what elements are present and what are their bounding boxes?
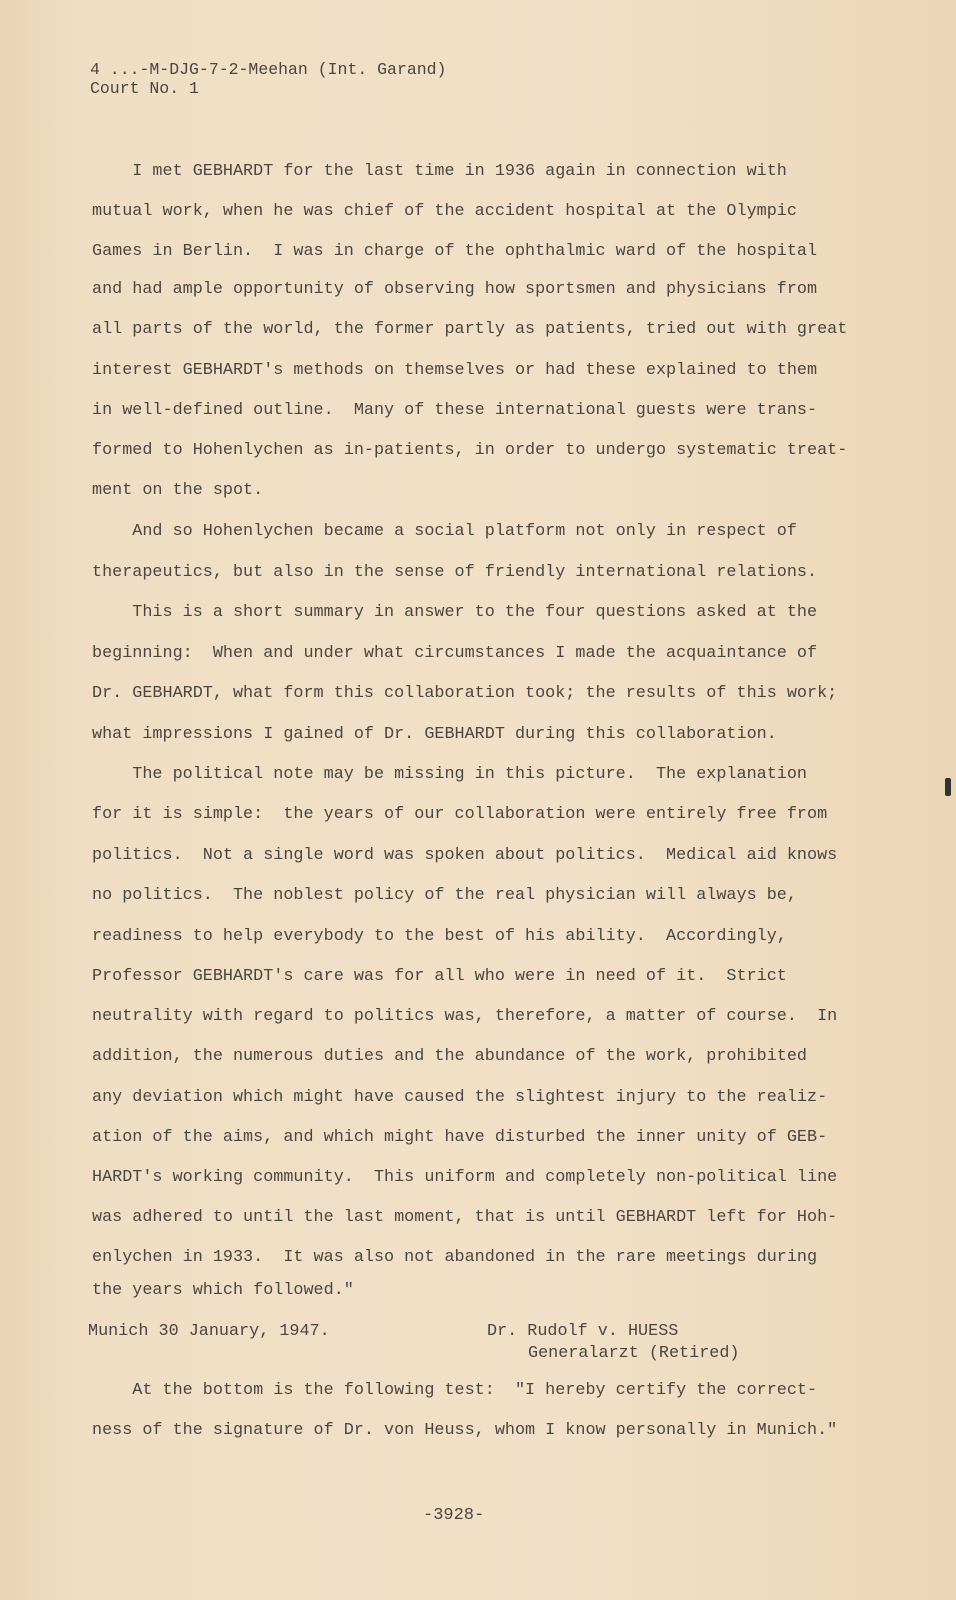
case-reference: 4 ...-M-DJG-7-2-Meehan (Int. Garand) bbox=[90, 60, 447, 79]
text-line: interest GEBHARDT's methods on themselves or had these explained to them bbox=[92, 361, 818, 380]
text-line: Games in Berlin. I was in charge of the ophthalmic ward of the hospital bbox=[92, 242, 818, 261]
text-line: neutrality with regard to politics was, therefore, a matter of course. In bbox=[92, 1007, 838, 1026]
signature-name: Dr. Rudolf v. HUESS bbox=[487, 1322, 679, 1341]
text-line: in well-defined outline. Many of these international guests were trans- bbox=[92, 401, 818, 420]
page-number: -3928- bbox=[423, 1506, 485, 1525]
text-line: readiness to help everybody to the best of his ability. Accordingly, bbox=[92, 927, 787, 946]
text-line: The political note may be missing in this picture. The explanation bbox=[92, 765, 807, 784]
footer-line: At the bottom is the following test: "I hereby certify the correct- bbox=[92, 1381, 818, 1400]
text-line: Professor GEBHARDT's care was for all who were in need of it. Strict bbox=[92, 967, 787, 986]
text-line: formed to Hohenlychen as in-patients, in order to undergo systematic treat- bbox=[92, 441, 848, 460]
signature-title: Generalarzt (Retired) bbox=[528, 1344, 740, 1363]
text-line: This is a short summary in answer to the four questions asked at the bbox=[92, 603, 818, 622]
margin-mark bbox=[945, 778, 951, 796]
text-line: enlychen in 1933. It was also not abandoned in the rare meetings during bbox=[92, 1248, 818, 1267]
text-line: the years which followed." bbox=[92, 1281, 354, 1300]
text-line: therapeutics, but also in the sense of friendly international relations. bbox=[92, 563, 818, 582]
text-line: ment on the spot. bbox=[92, 481, 264, 500]
text-line: I met GEBHARDT for the last time in 1936 again in connection with bbox=[92, 162, 787, 181]
text-line: beginning: When and under what circumstances I made the acquaintance of bbox=[92, 644, 818, 663]
text-line: mutual work, when he was chief of the accident hospital at the Olympic bbox=[92, 202, 797, 221]
text-line: and had ample opportunity of observing how sportsmen and physicians from bbox=[92, 280, 818, 299]
text-line: what impressions I gained of Dr. GEBHARDT during this collaboration. bbox=[92, 725, 777, 744]
text-line: And so Hohenlychen became a social platform not only in respect of bbox=[92, 522, 797, 541]
text-line: any deviation which might have caused the slightest injury to the realiz- bbox=[92, 1088, 828, 1107]
text-line: ation of the aims, and which might have disturbed the inner unity of GEB- bbox=[92, 1128, 828, 1147]
text-line: Dr. GEBHARDT, what form this collaboration took; the results of this work; bbox=[92, 684, 838, 703]
court-number: Court No. 1 bbox=[90, 79, 199, 98]
date-line: Munich 30 January, 1947. bbox=[88, 1322, 330, 1341]
text-line: politics. Not a single word was spoken about politics. Medical aid knows bbox=[92, 846, 838, 865]
text-line: was adhered to until the last moment, that is until GEBHARDT left for Hoh- bbox=[92, 1208, 838, 1227]
text-line: addition, the numerous duties and the abundance of the work, prohibited bbox=[92, 1047, 807, 1066]
text-line: all parts of the world, the former partly as patients, tried out with great bbox=[92, 320, 848, 339]
text-line: no politics. The noblest policy of the real physician will always be, bbox=[92, 886, 797, 905]
text-line: HARDT's working community. This uniform and completely non-political line bbox=[92, 1168, 838, 1187]
text-line: for it is simple: the years of our collaboration were entirely free from bbox=[92, 805, 828, 824]
footer-line: ness of the signature of Dr. von Heuss, whom I know personally in Munich." bbox=[92, 1421, 838, 1440]
